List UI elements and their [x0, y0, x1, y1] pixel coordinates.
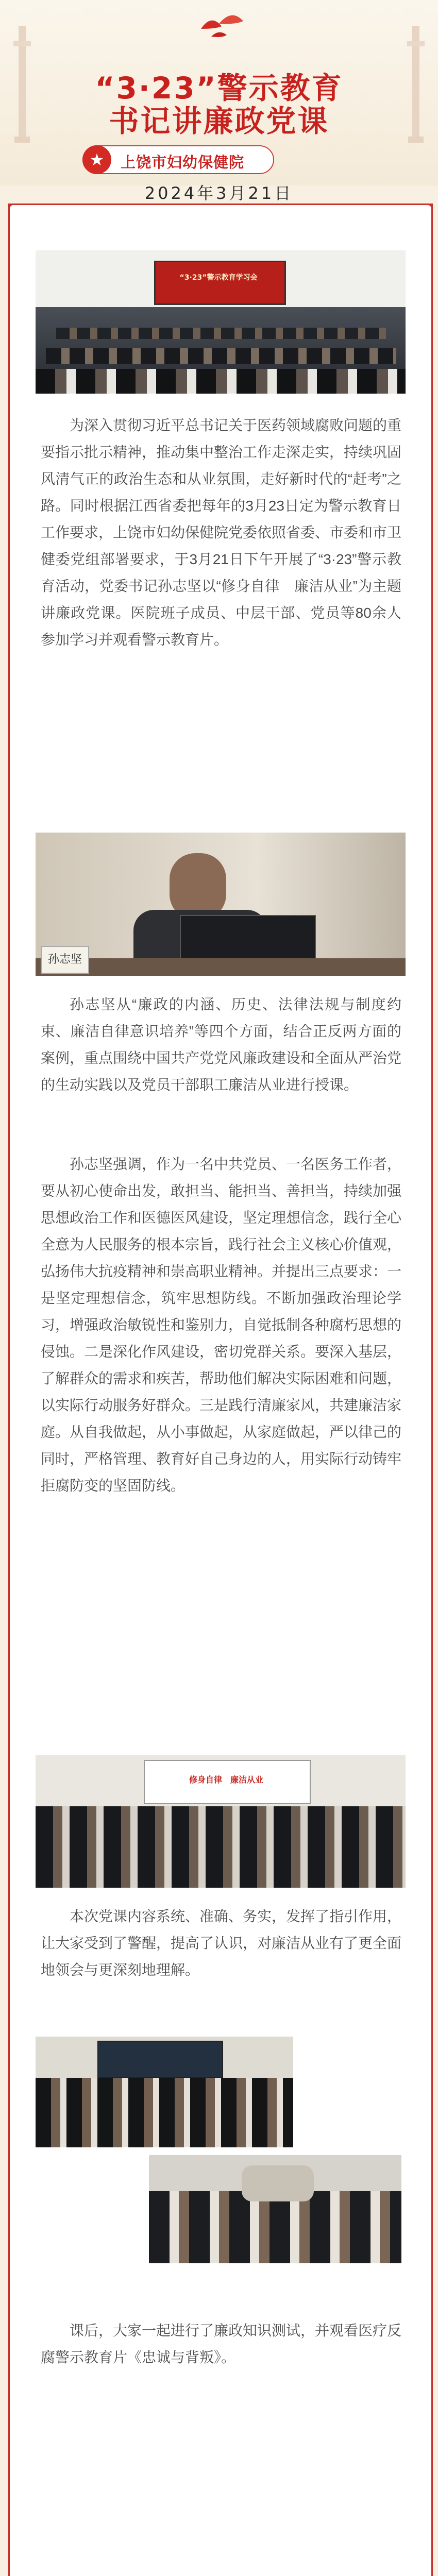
- doves-icon: [196, 8, 247, 44]
- org-badge: [82, 145, 274, 174]
- paragraph-topics: 孙志坚从“廉政的内涵、历史、法律法规与制度约束、廉洁自律意识培养”等四个方面，结合正反两方面的案例，重点围绕中国共产党党风廉政建设和全面从严治党的生动实践以及党员干部职工廉洁从业进行授课。: [41, 996, 402, 1093]
- paragraph-requirements: 孙志坚强调，作为一名中共党员、一名医务工作者，要从初心使命出发，敢担当、能担当、善担当，持续加强思想政治工作和医德医风建设，坚定理想信念，践行全心全意为人民服务的根本宗旨，践行社会主义核心价值观，弘扬伟大抗疫精神和崇高职业精神。并提出三点要求：一是坚定理想信念，筑牢思想防线。不断加强政治理论学习，增强政治敏锐性和鉴别力，自觉抵制各种腐朽思想的侵蚀。二是深化作风建设，密切党群关系。要深入基层，了解群众的需求和疾苦，帮助他们解决实际困难和问题，以实际行动服务好群众。三是践行清廉家风，共建廉洁家庭。从自我做起，从小事做起，从家庭做起，严以律己的同时，严格管理、教育好自己身边的人，用实际行动铸牢拒腐防变的坚固防线。: [41, 1156, 402, 1494]
- photo-audience: [36, 2037, 293, 2147]
- title-line-2: 书记讲廉政党课: [109, 104, 329, 139]
- photo-meeting-hall: [36, 250, 406, 394]
- slide-text: 修身自律 廉洁从业: [189, 1775, 263, 1785]
- screen-text: “3·23”警示教育学习会: [179, 274, 258, 282]
- star-icon: ★: [82, 145, 111, 174]
- article-frame: [8, 204, 433, 2576]
- paragraph-intro: 为深入贯彻习近平总书记关于医药领域腐败问题的重要指示批示精神，推动集中整治工作走深走实，持续巩固风清气正的政治生态和从业氛围，走好新时代的“赶考”之路。同时根据江西省委把每年的3月23日定为警示教育日工作要求，上饶市妇幼保健院党委依照省委、市委和市卫健委党组部署要求，于3月21日下午开展了“3·23”警示教育活动，党委书记孙志坚以“修身自律 廉洁从业”为主题讲廉政党课。医院班子成员、中层干部、党员等80余人参加学习并观看警示教育片。: [41, 417, 402, 648]
- frame-corner: [8, 204, 20, 215]
- publish-date: 2024年3月21日: [144, 183, 294, 203]
- frame-corner: [421, 204, 433, 215]
- title-line-1: “3·23”警示教育: [95, 71, 343, 106]
- paragraph-closing: 课后，大家一起进行了廉政知识测试，并观看医疗反腐警示教育片《忠诚与背叛》。: [41, 2323, 402, 2365]
- header: [0, 0, 438, 203]
- photo-speaker: [36, 833, 406, 976]
- photo-lecture-slide: [36, 1755, 406, 1888]
- nameplate: 孙志坚: [41, 946, 89, 974]
- org-name: 上饶市妇幼保健院: [121, 154, 245, 171]
- paragraph-summary: 本次党课内容系统、准确、务实，发挥了指引作用，让大家受到了警醒，提高了认识，对廉洁从业有了更全面地领会与更深刻地理解。: [41, 1908, 402, 1978]
- photo-knowledge-test: [149, 2155, 401, 2263]
